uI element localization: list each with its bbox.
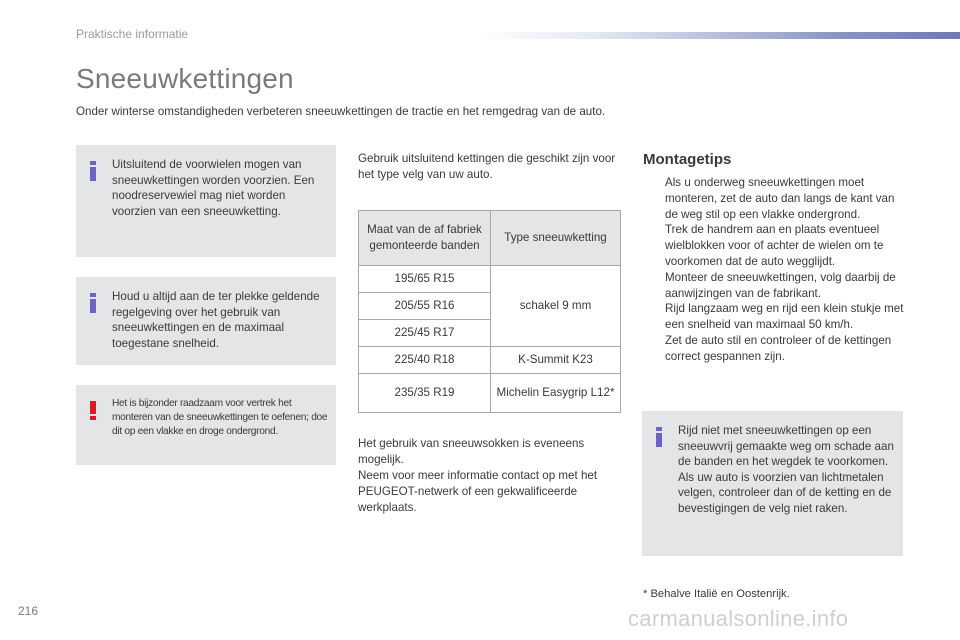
header-bar: [480, 32, 960, 39]
snow-socks-line: Het gebruik van sneeuwsokken is eveneens mogelijk.: [358, 437, 585, 466]
table-header-row: [359, 211, 621, 266]
info-icon: [90, 161, 96, 181]
header-tire-size: Maat van de af fabriek gemonteerde banden: [359, 211, 491, 266]
montage-steps: [643, 175, 905, 365]
watermark: carmanualsonline.info: [628, 606, 849, 631]
montage-title: Montagetips: [643, 151, 732, 168]
info-icon: [656, 427, 662, 447]
page-title: Sneeuwkettingen: [76, 63, 294, 94]
step-text: Rijd langzaam weg en rijd een klein stukje met een snelheid van maximaal 50 km/h.: [665, 302, 904, 332]
header-chain-type: Type sneeuwketting: [491, 211, 621, 266]
chain-type-cell: Michelin Easygrip L12*: [491, 374, 621, 413]
chain-usage-text: Gebruik uitsluitend kettingen die geschikt zijn voor het type velg van uw auto.: [358, 152, 616, 181]
contact-line: Neem voor meer informatie contact op met het PEUGEOT-netwerk of een gekwalificeerde werkplaats.: [358, 469, 598, 514]
intro-text: Onder winterse omstandigheden verbeteren sneeuwkettingen de tractie en het remgedrag van de auto.: [76, 105, 606, 118]
snow-socks-text: [358, 436, 620, 516]
info-note-text: Rijd niet met sneeuwkettingen op een sneeuwvrij gemaakte weg om schade aan de banden en het wegdek te voorkomen. Als uw auto is voorzien van lichtmetalen velgen, controleer dan of de ketting en de bevestigingen de velg niet raken.: [678, 424, 894, 515]
table-row: [359, 266, 621, 293]
list-item: [643, 333, 905, 365]
footnote: * Behalve Italië en Oostenrijk.: [643, 588, 790, 600]
table-row: [359, 347, 621, 374]
info-note-front-wheels: [76, 145, 336, 257]
tire-size-cell: 225/40 R18: [359, 347, 491, 374]
info-note-road-damage: [642, 411, 903, 556]
info-note-regulations: [76, 277, 336, 365]
list-item: [643, 222, 905, 269]
info-icon: [90, 293, 96, 313]
section-header: Praktische informatie: [76, 27, 189, 41]
tire-size-cell: 235/35 R19: [359, 374, 491, 413]
tire-size-cell: 195/65 R15: [359, 266, 491, 293]
warning-note-text: Het is bijzonder raadzaam voor vertrek het monteren van de sneeuwkettingen te oefenen; doe dit op een vlakke en droge ondergrond.: [112, 398, 328, 437]
warning-icon: [90, 401, 96, 421]
page-number: 216: [18, 604, 39, 618]
step-text: Trek de handrem aan en plaats eventueel wielblokken voor of achter de wielen om te voorkomen dat de auto wegglijdt.: [665, 223, 884, 268]
step-text: Als u onderweg sneeuwkettingen moet monteren, zet de auto dan langs de kant van de weg stil op een vlakke ondergrond.: [665, 176, 895, 221]
tire-size-cell: 225/45 R17: [359, 320, 491, 347]
list-item: [643, 270, 905, 302]
step-text: Monteer de sneeuwkettingen, volg daarbij de aanwijzingen van de fabrikant.: [665, 270, 896, 300]
tire-chain-table: [358, 210, 621, 413]
table-row: [359, 374, 621, 413]
step-text: Zet de auto stil en controleer of de kettingen correct gespannen zijn.: [665, 333, 892, 363]
warning-note-practice: [76, 385, 336, 465]
list-item: [643, 301, 905, 333]
info-note-text: Houd u altijd aan de ter plekke geldende regelgeving over het gebruik van sneeuwkettingen en de maximaal toegestane snelheid.: [112, 290, 320, 350]
chain-type-cell: schakel 9 mm: [491, 266, 621, 347]
chain-type-cell: K-Summit K23: [491, 347, 621, 374]
tire-size-cell: 205/55 R16: [359, 293, 491, 320]
info-note-text: Uitsluitend de voorwielen mogen van sneeuwkettingen worden voorzien. Een noodreservewiel mag niet worden voorzien van een sneeuwketting.: [112, 158, 315, 218]
list-item: [643, 175, 905, 222]
